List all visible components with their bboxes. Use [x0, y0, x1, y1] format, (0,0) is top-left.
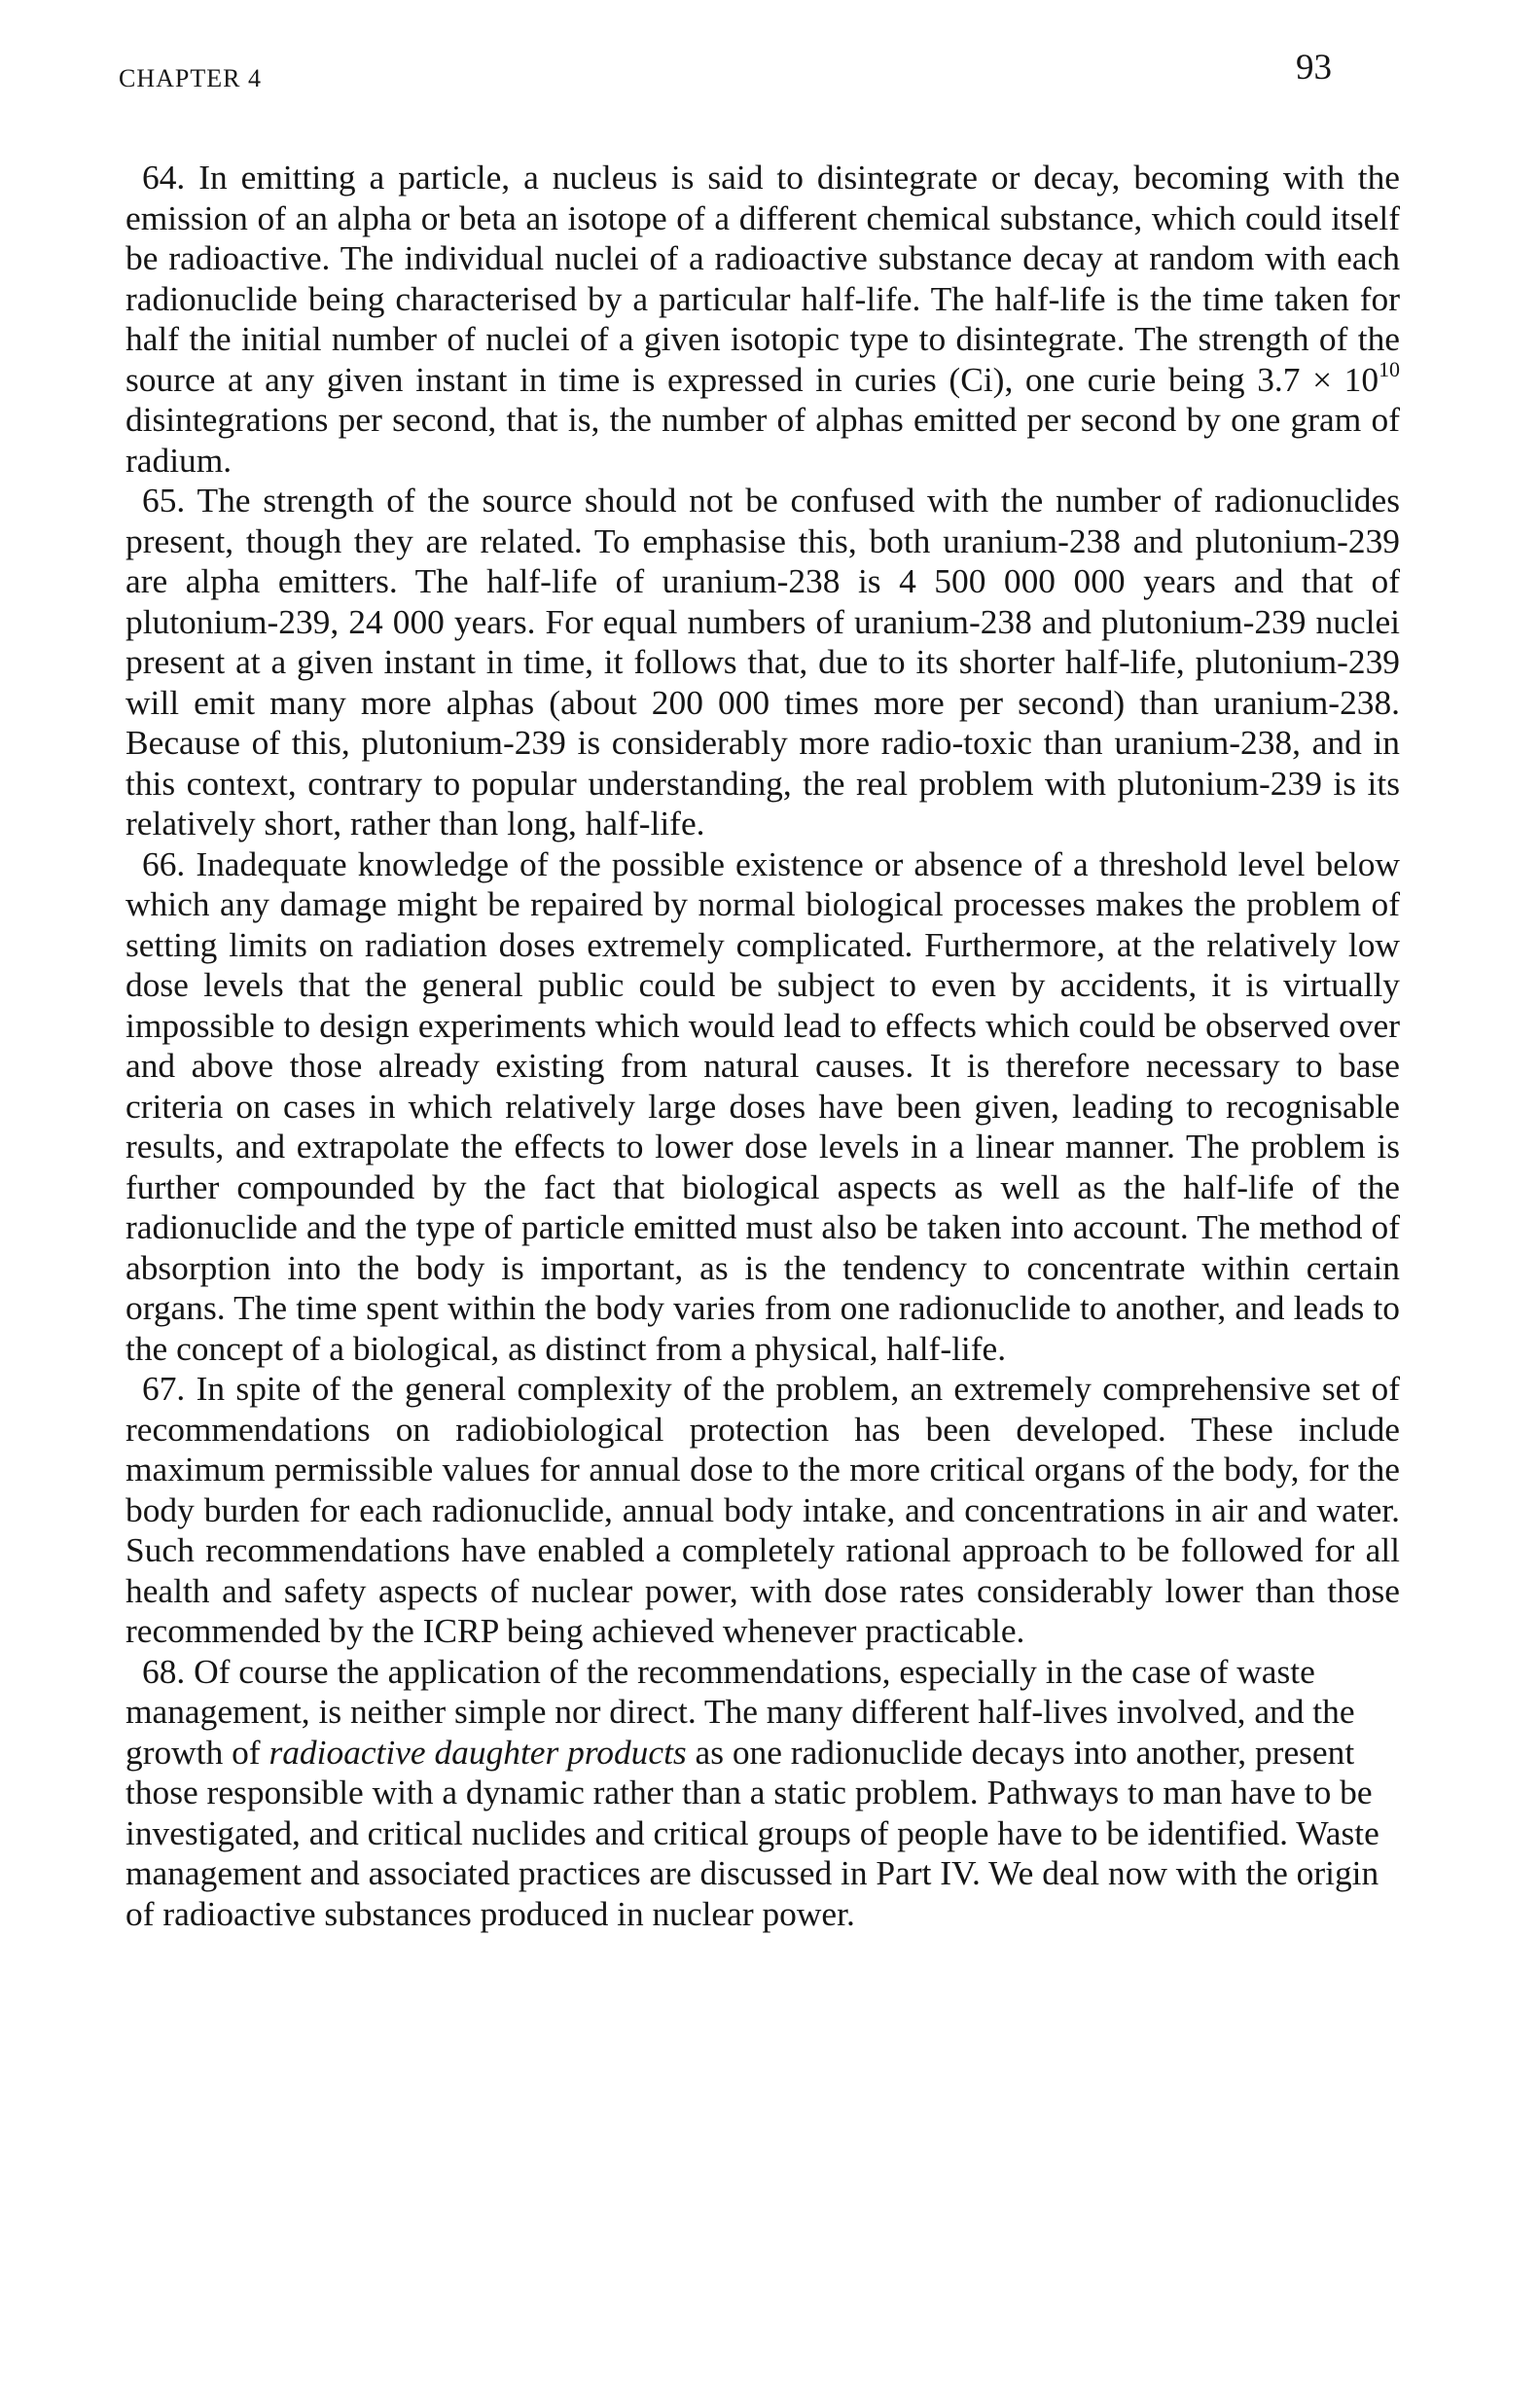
paragraph-64-text-end: disintegrations per second, that is, the number of alphas emitted per second by one gram of radium. [125, 400, 1400, 480]
exponent-superscript: 10 [1379, 356, 1400, 381]
paragraph-68-text-start: 68. Of course the application of the recommendations, especially in the case of waste management, is neither simple nor direct. The many different half-lives involved, and the growth of [125, 1651, 1355, 1772]
italic-term: radioactive daughter products [269, 1732, 687, 1772]
paragraph-65: 65. The strength of the source should not be confused with the number of radionuclides present, though they are related. To emphasise this, both uranium-238 and plutonium-239 are alpha emitters. The half-life of uranium-238 is 4 500 000 000 years and that of plutonium-239, 24 000 years. For equal numbers of uranium-238 and plutonium-239 nuclei present at a given instant in time, it follows that, due to its shorter half-life, plutonium-239 will emit many more alphas (about 200 000 times more per second) than uranium-238. Because of this, plutonium-239 is considerably more radio-toxic than uranium-238, and in this context, contrary to popular understanding, the real problem with plutonium-239 is its relatively short, rather than long, half-life. [125, 481, 1400, 842]
paragraph-68-text-end: as one radionuclide decays into another, present those responsible with a dynamic rather than a static problem. Pathways to man have to be investigated, and critical nuclides and critical groups of people have to be identified. Waste management and associated practices are discussed in Part IV. We deal now with the origin of radioactive substances produced in nuclear power. [125, 1732, 1379, 1933]
paragraph-67: 67. In spite of the general complexity of the problem, an extremely comprehensive set of recommendations on radiobiological protection has been developed. These include maximum permissible values for annual dose to the more critical organs of the body, for the body burden for each radionuclide, annual body intake, and concentrations in air and water. Such recommendations have enabled a completely rational approach to be followed for all health and safety aspects of nuclear power, with dose rates considerably lower than those recommended by the ICRP being achieved whenever practicable. [125, 1369, 1400, 1650]
paragraph-66: 66. Inadequate knowledge of the possible existence or absence of a threshold level below which any damage might be repaired by normal biological processes makes the problem of setting limits on radiation doses extremely complicated. Furthermore, at the relatively low dose levels that the general public could be subject to even by accidents, it is virtually impossible to design experiments which would lead to effects which could be observed over and above those already existing from natural causes. It is therefore necessary to base criteria on cases in which relatively large doses have been given, leading to recognisable results, and extrapolate the effects to lower dose levels in a linear manner. The problem is further compounded by the fact that biological aspects as well as the half-life of the radionuclide and the type of particle emitted must also be taken into account. The method of absorption into the body is important, as is the tendency to concentrate within certain organs. The time spent within the body varies from one radionuclide to another, and leads to the concept of a biological, as distinct from a physical, half-life. [125, 843, 1400, 1368]
paragraph-64 [125, 158, 1400, 481]
paragraph-64-text-start: 64. In emitting a particle, a nucleus is said to disintegrate or decay, becoming with the emission of an alpha or beta an isotope of a different chemical substance, which could itself be radioactive. The individual nuclei of a radioactive substance decay at random with each radionuclide being characterised by a particular half-life. The half-life is the time taken for half the initial number of nuclei of a given isotopic type to disintegrate. The strength of the source at any given instant in time is expressed in curies (Ci), one curie being 3.7 × 10 [125, 158, 1400, 399]
running-head: CHAPTER 4 [119, 64, 262, 92]
page-number: 93 [1296, 48, 1332, 88]
body-text [125, 158, 1400, 1934]
paragraph-68 [125, 1652, 1400, 1935]
